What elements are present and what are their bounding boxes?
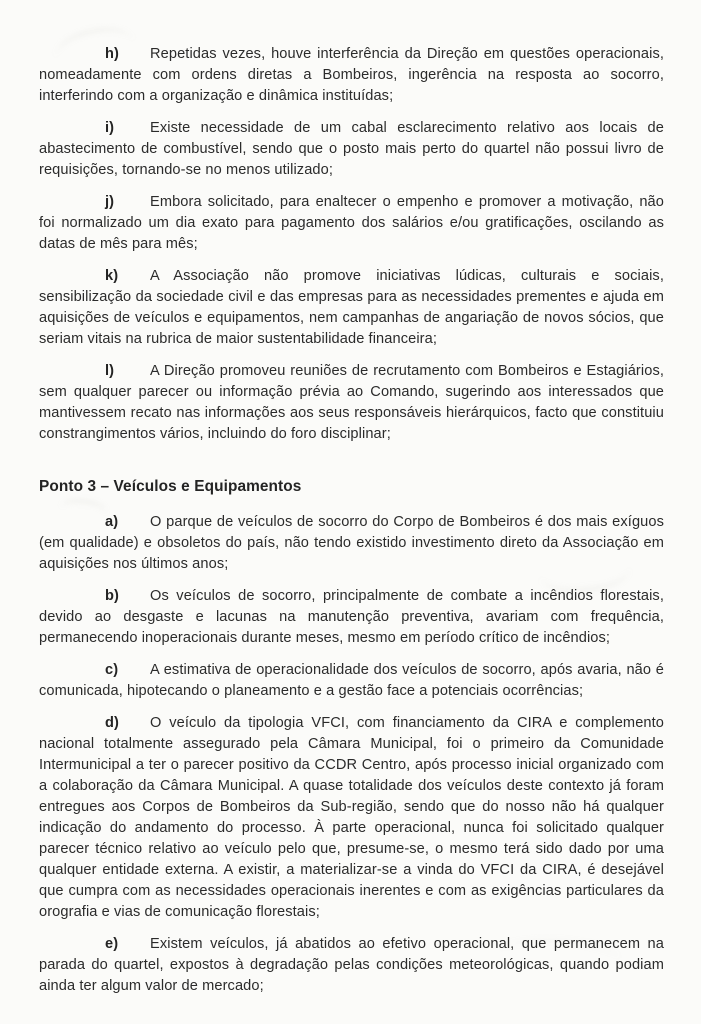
item-label: a) [105, 514, 119, 530]
item-label: d) [105, 715, 119, 731]
item-label: h) [105, 46, 119, 62]
item-text: Existem veículos, já abatidos ao efetivo operacional, que permanecem na parada do quartel, expostos à degradação pelas condições meteorológicas, quando podiam ainda ter algum valor de mercado; [39, 936, 664, 994]
list-item-e [39, 934, 664, 997]
list-item-k [39, 266, 664, 350]
item-text: O veículo da tipologia VFCI, com financiamento da CIRA e complemento nacional totalmente assegurado pela Câmara Municipal, foi o primeiro da Comunidade Intermunicipal a ter o parecer positivo da CCDR Centro, após processo inicial organizado com a colaboração da Câmara Municipal. A quase totalidade dos veículos deste contexto já foram entregues aos Corpos de Bombeiros da Sub-região, sendo que do nosso não há qualquer indicação do andamento do processo. À parte operacional, nunca foi solicitado qualquer parecer técnico relativo ao veículo pelo que, presume-se, o mesmo terá sido dado por uma qualquer entidade externa. A existir, a materializar-se a vinda do VFCI da CIRA, é desejável que cumpra com as necessidades operacionais inerentes e com as exigências particulares da orografia e vias de comunicação florestais; [39, 715, 664, 920]
item-label: i) [105, 120, 115, 136]
item-text: Os veículos de socorro, principalmente de combate a incêndios florestais, devido ao desgaste e lacunas na manutenção preventiva, avariam com frequência, permanecendo inoperacionais durante meses, mesmo em período crítico de incêndios; [39, 588, 664, 646]
item-label: b) [105, 588, 119, 604]
item-label: l) [105, 363, 115, 379]
item-text: Repetidas vezes, houve interferência da Direção em questões operacionais, nomeadamente com ordens diretas a Bombeiros, ingerência na resposta ao socorro, interferindo com a organização e dinâmica instituídas; [39, 46, 664, 104]
list-item-b [39, 586, 664, 649]
item-label: c) [105, 662, 119, 678]
list-item-h [39, 44, 664, 107]
item-text: A Direção promoveu reuniões de recrutamento com Bombeiros e Estagiários, sem qualquer parecer ou informação prévia ao Comando, sugerindo aos interessados que mantivessem recato nas informações aos seus responsáveis hierárquicos, facto que constituiu constrangimentos vários, incluindo do foro disciplinar; [39, 363, 664, 442]
item-text: Existe necessidade de um cabal esclarecimento relativo aos locais de abastecimento de combustível, sendo que o posto mais perto do quartel não possui livro de requisições, tornando-se no menos utilizado; [39, 120, 664, 178]
item-label: e) [105, 936, 119, 952]
item-label: j) [105, 194, 115, 210]
item-text: Embora solicitado, para enaltecer o empenho e promover a motivação, não foi normalizado um dia exato para pagamento dos salários e/ou gratificações, oscilando as datas de mês para mês; [39, 194, 664, 252]
list-item-l [39, 361, 664, 445]
list-item-j [39, 192, 664, 255]
list-item-i [39, 118, 664, 181]
item-label: k) [105, 268, 119, 284]
list-item-c [39, 660, 664, 702]
item-text: A Associação não promove iniciativas lúdicas, culturais e sociais, sensibilização da sociedade civil e das empresas para as necessidades prementes e ajuda em aquisições de veículos e equipamentos, nem campanhas de angariação de novos sócios, que seriam vitais na rubrica de maior sustentabilidade financeira; [39, 268, 664, 347]
item-text: O parque de veículos de socorro do Corpo de Bombeiros é dos mais exíguos (em qualidade) e obsoletos do país, não tendo existido investimento direto da Associação em aquisições nos últimos anos; [39, 514, 664, 572]
item-text: A estimativa de operacionalidade dos veículos de socorro, após avaria, não é comunicada, hipotecando o planeamento e a gestão face a potenciais ocorrências; [39, 662, 664, 699]
section-heading: Ponto 3 – Veículos e Equipamentos [39, 478, 302, 495]
list-item-d [39, 713, 664, 923]
list-item-a [39, 512, 664, 575]
